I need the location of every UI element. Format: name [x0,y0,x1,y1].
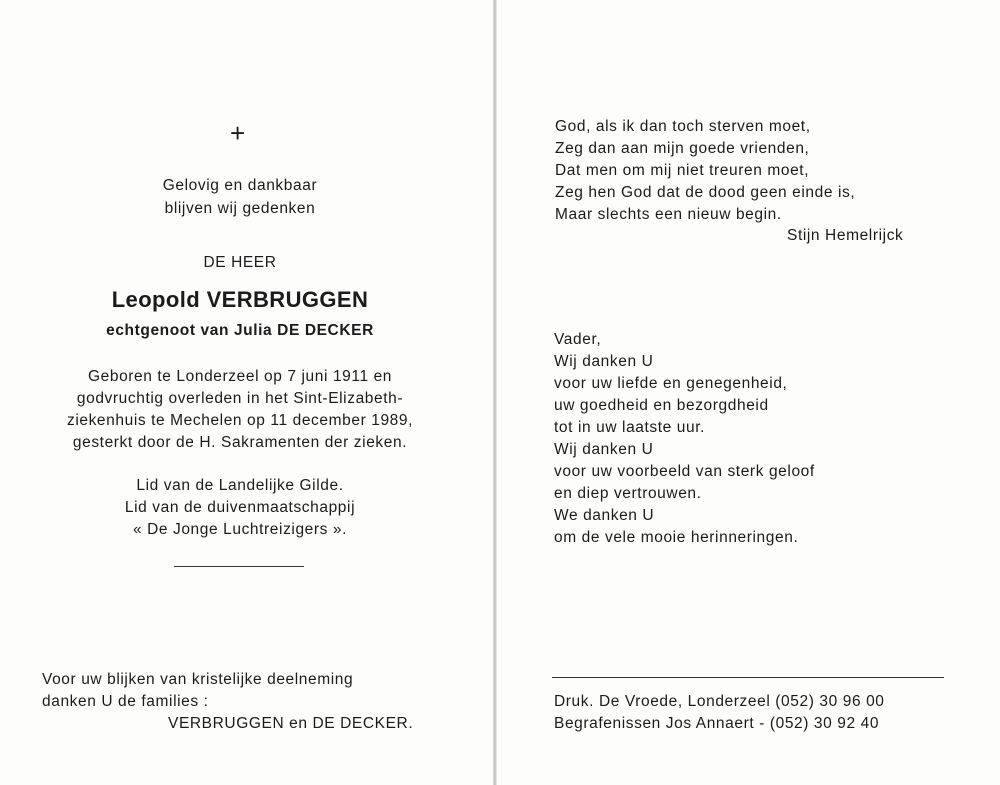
prayer-line-4: uw goedheid en bezorgdheid [554,397,769,414]
bio-line-2: godvruchtig overleden in het Sint-Elizabeth- [76,390,404,407]
prayer-line-1: Vader, [554,331,602,348]
poem-author: Stijn Hemelrijck [787,227,904,244]
bio-line-1: Geboren te Londerzeel op 7 juni 1911 en [87,368,393,385]
prayer-line-10: om de vele mooie herinneringen. [554,529,799,546]
prayer-line-6: Wij danken U [554,441,654,458]
prayer-line-2: Wij danken U [554,353,654,370]
deceased-name: Leopold VERBRUGGEN [111,287,369,312]
thanks-line-1: Voor uw blijken van kristelijke deelneming [42,671,354,688]
prayer-line-9: We danken U [554,507,655,524]
intro-line-1: Gelovig en dankbaar [162,177,318,194]
cross-icon: + [230,118,246,148]
prayer-line-7: voor uw voorbeeld van sterk geloof [554,463,815,480]
membership-line-3: « De Jonge Luchtreizigers ». [132,521,348,538]
thanks-line-3: VERBRUGGEN en DE DECKER. [168,715,414,732]
poem-line-1: God, als ik dan toch sterven moet, [555,118,811,135]
intro-line-2: blijven wij gedenken [164,200,316,217]
prayer-line-5: tot in uw laatste uur. [554,419,706,436]
poem-line-5: Maar slechts een nieuw begin. [555,206,782,223]
spouse-line: echtgenoot van Julia DE DECKER [106,322,374,339]
right-page [497,0,1000,785]
thanks-line-2: danken U de families : [42,693,209,710]
bio-line-4: gesterkt door de H. Sakramenten der zieken. [72,434,408,451]
prayer-line-8: en diep vertrouwen. [554,485,702,502]
membership-line-1: Lid van de Landelijke Gilde. [136,477,344,494]
funeral-line: Begrafenissen Jos Annaert - (052) 30 92 40 [554,715,880,732]
poem-line-4: Zeg hen God dat de dood geen einde is, [555,184,856,201]
title-de-heer: DE HEER [203,254,277,271]
printer-line: Druk. De Vroede, Londerzeel (052) 30 96 00 [554,693,885,710]
divider-line [174,566,304,567]
footer-divider [552,677,944,678]
poem-line-3: Dat men om mij niet treuren moet, [555,162,810,179]
poem-line-2: Zeg dan aan mijn goede vrienden, [555,140,810,157]
membership-line-2: Lid van de duivenmaatschappij [124,499,356,516]
prayer-line-3: voor uw liefde en genegenheid, [554,375,788,392]
bio-line-3: ziekenhuis te Mechelen op 11 december 1989, [66,412,414,429]
left-page [0,0,495,785]
